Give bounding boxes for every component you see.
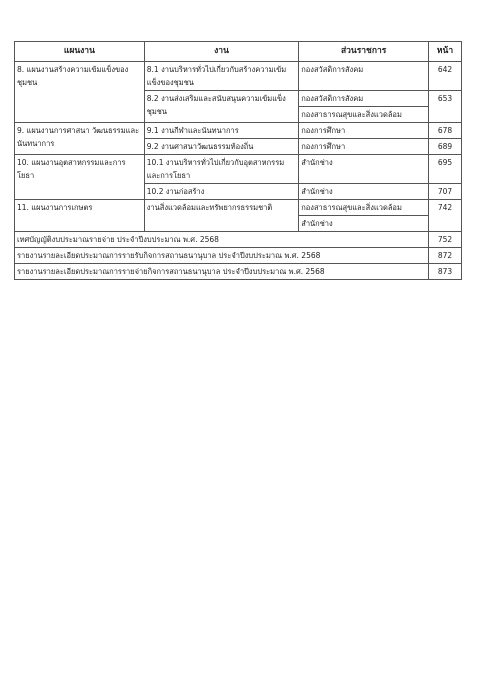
task-cell: 8.1 งานบริหารทั่วไปเกี่ยวกับสร้างความเข้มแข็งของชุมชน: [144, 62, 298, 91]
page-cell: 872: [429, 248, 462, 264]
header-dept: ส่วนราชการ: [299, 42, 429, 62]
header-row: [15, 42, 462, 62]
table-row: [15, 62, 462, 91]
dept-cell: กองการศึกษา: [299, 123, 429, 139]
task-cell: 9.1 งานกีฬาและนันทนาการ: [144, 123, 298, 139]
page-cell: 689: [429, 139, 462, 155]
dept-cell: สำนักช่าง: [299, 184, 429, 200]
table-row: [15, 123, 462, 139]
task-cell: 10.1 งานบริหารทั่วไปเกี่ยวกับอุตสาหกรรมและการโยธา: [144, 155, 298, 184]
page-cell: 752: [429, 232, 462, 248]
summary-label: รายงานรายละเอียดประมาณการรายจ่ายกิจการสถานธนานุบาล ประจำปีงบประมาณ พ.ศ. 2568: [15, 264, 429, 280]
table-row: [15, 200, 462, 216]
dept-cell: สำนักช่าง: [299, 155, 429, 184]
plan-cell: 9. แผนงานการศาสนา วัฒนธรรมและนันทนาการ: [15, 123, 145, 155]
table-row: [15, 155, 462, 184]
header-page: หน้า: [429, 42, 462, 62]
plan-cell: 11. แผนงานการเกษตร: [15, 200, 145, 232]
header-plan: แผนงาน: [15, 42, 145, 62]
summary-label: รายงานรายละเอียดประมาณการรายรับกิจการสถานธนานุบาล ประจำปีงบประมาณ พ.ศ. 2568: [15, 248, 429, 264]
dept-cell: กองสาธารณสุขและสิ่งแวดล้อม: [299, 200, 429, 216]
dept-cell: กองสวัสดิการสังคม: [299, 62, 429, 91]
summary-row: [15, 264, 462, 280]
header-task: งาน: [144, 42, 298, 62]
dept-cell: สำนักช่าง: [299, 216, 429, 232]
dept-cell: กองสาธารณสุขและสิ่งแวดล้อม: [299, 107, 429, 123]
task-cell: 10.2 งานก่อสร้าง: [144, 184, 298, 200]
dept-cell: กองการศึกษา: [299, 139, 429, 155]
summary-row: [15, 248, 462, 264]
page-cell: 642: [429, 62, 462, 91]
summary-label: เทศบัญญัติงบประมาณรายจ่าย ประจำปีงบประมาณ พ.ศ. 2568: [15, 232, 429, 248]
page-cell: 695: [429, 155, 462, 184]
table-of-contents: [14, 41, 462, 280]
page-cell: 742: [429, 200, 462, 232]
task-cell: 9.2 งานศาสนาวัฒนธรรมท้องถิ่น: [144, 139, 298, 155]
plan-cell: 8. แผนงานสร้างความเข้มแข็งของชุมชน: [15, 62, 145, 123]
plan-cell: 10. แผนงานอุตสาหกรรมและการโยธา: [15, 155, 145, 200]
page-cell: 707: [429, 184, 462, 200]
summary-row: [15, 232, 462, 248]
task-cell: 8.2 งานส่งเสริมและสนับสนุนความเข้มแข็งชุมชน: [144, 91, 298, 123]
page-cell: 873: [429, 264, 462, 280]
dept-cell: กองสวัสดิการสังคม: [299, 91, 429, 107]
page-cell: 653: [429, 91, 462, 123]
task-cell: งานสิ่งแวดล้อมและทรัพยากรธรรมชาติ: [144, 200, 298, 232]
page-cell: 678: [429, 123, 462, 139]
